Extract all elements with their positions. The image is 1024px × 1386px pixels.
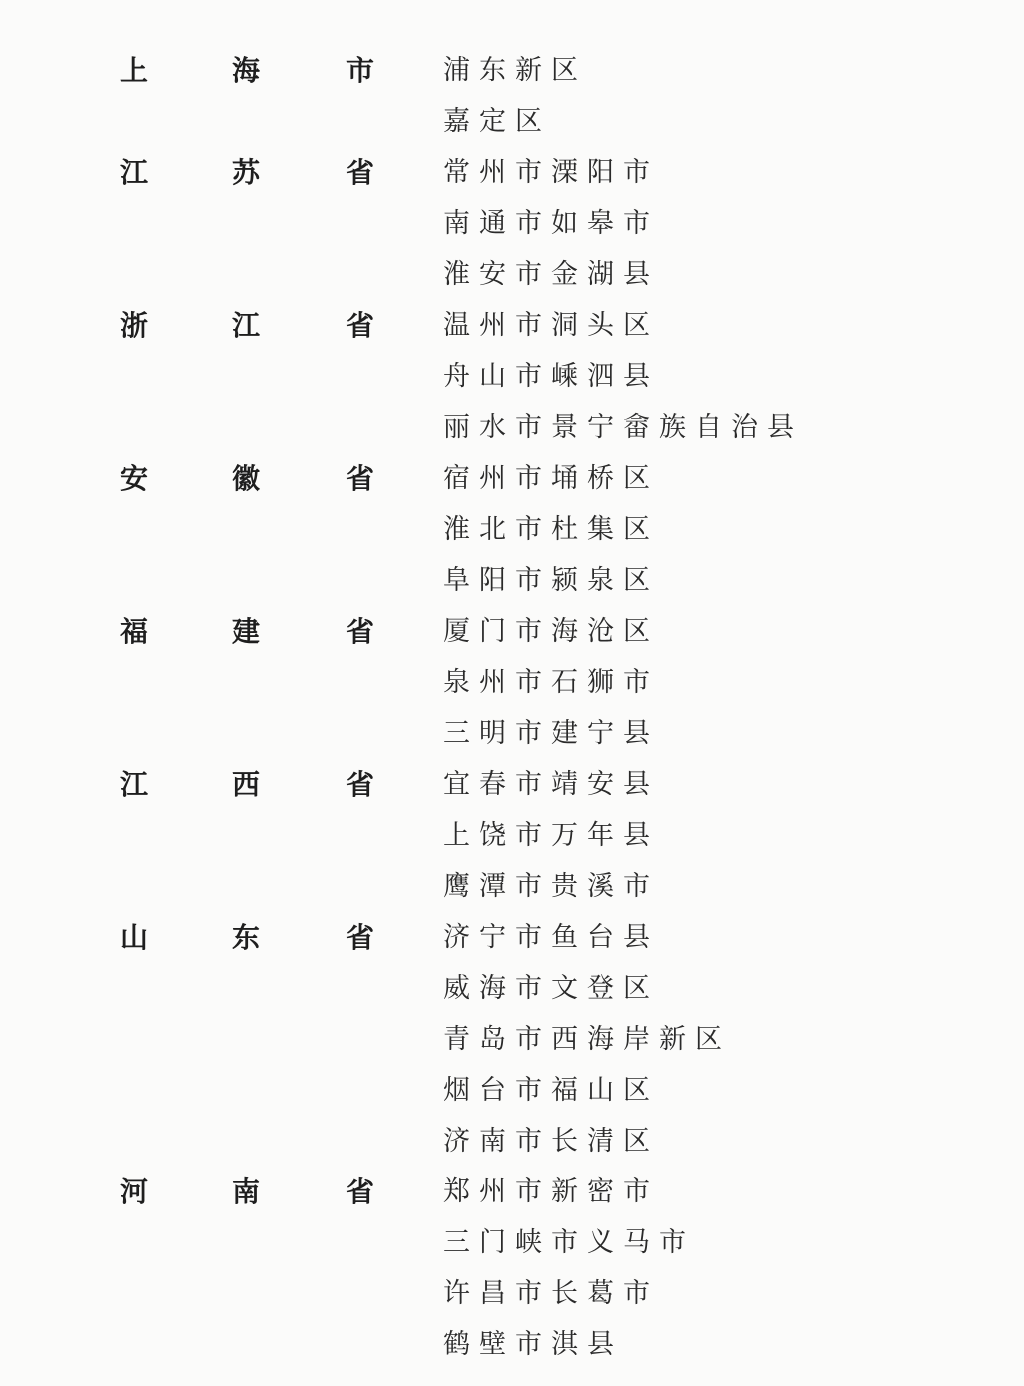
list-item bbox=[0, 963, 1024, 1014]
province-char: 海 bbox=[232, 54, 261, 87]
list-item bbox=[0, 1166, 1024, 1217]
province-char: 省 bbox=[346, 1175, 375, 1208]
list-item bbox=[0, 96, 1024, 147]
list-item bbox=[0, 1268, 1024, 1319]
county-name: 厦门市海沧区 bbox=[443, 616, 659, 647]
list-item bbox=[0, 300, 1024, 351]
province-char: 山 bbox=[120, 921, 149, 954]
list-item bbox=[0, 708, 1024, 759]
county-name: 威海市文登区 bbox=[443, 973, 659, 1004]
county-name: 济南市长清区 bbox=[443, 1126, 659, 1157]
county-name: 三明市建宁县 bbox=[443, 718, 659, 749]
county-name: 温州市洞头区 bbox=[443, 310, 659, 341]
list-item bbox=[0, 249, 1024, 300]
list-item bbox=[0, 1319, 1024, 1370]
province-char: 西 bbox=[232, 768, 261, 801]
province-char: 徽 bbox=[232, 462, 261, 495]
province-char: 省 bbox=[346, 921, 375, 954]
province-char: 上 bbox=[120, 54, 149, 87]
province-char: 河 bbox=[120, 1175, 149, 1208]
province-char: 省 bbox=[346, 768, 375, 801]
province-char: 东 bbox=[232, 921, 261, 954]
county-name: 泉州市石狮市 bbox=[443, 667, 659, 698]
county-name: 济宁市鱼台县 bbox=[443, 922, 659, 953]
county-name: 丽水市景宁畲族自治县 bbox=[443, 412, 803, 443]
list-item bbox=[0, 606, 1024, 657]
list-item bbox=[0, 759, 1024, 810]
county-name: 三门峡市义马市 bbox=[443, 1227, 695, 1258]
county-name: 上饶市万年县 bbox=[443, 820, 659, 851]
list-item bbox=[0, 198, 1024, 249]
county-name: 宿州市埇桥区 bbox=[443, 463, 659, 494]
county-name: 鹰潭市贵溪市 bbox=[443, 871, 659, 902]
list-item bbox=[0, 912, 1024, 963]
list-item bbox=[0, 351, 1024, 402]
province-char: 江 bbox=[232, 309, 261, 342]
province-char: 江 bbox=[120, 768, 149, 801]
county-name: 淮北市杜集区 bbox=[443, 514, 659, 545]
list-item bbox=[0, 1065, 1024, 1116]
county-name: 舟山市嵊泗县 bbox=[443, 361, 659, 392]
county-name: 鹤壁市淇县 bbox=[443, 1329, 623, 1360]
county-name: 南通市如皋市 bbox=[443, 208, 659, 239]
county-name: 许昌市长葛市 bbox=[443, 1278, 659, 1309]
province-char: 福 bbox=[120, 615, 149, 648]
province-char: 南 bbox=[232, 1175, 261, 1208]
list-item bbox=[0, 1116, 1024, 1167]
list-item bbox=[0, 504, 1024, 555]
county-name: 常州市溧阳市 bbox=[443, 157, 659, 188]
list-item bbox=[0, 810, 1024, 861]
county-name: 宜春市靖安县 bbox=[443, 769, 659, 800]
province-char: 安 bbox=[120, 462, 149, 495]
list-item bbox=[0, 1014, 1024, 1065]
list-item bbox=[0, 555, 1024, 606]
county-name: 嘉定区 bbox=[443, 106, 551, 137]
list-item bbox=[0, 402, 1024, 453]
county-name: 淮安市金湖县 bbox=[443, 259, 659, 290]
province-char: 苏 bbox=[232, 156, 261, 189]
county-name: 浦东新区 bbox=[443, 55, 587, 86]
province-char: 市 bbox=[346, 54, 375, 87]
province-char: 建 bbox=[232, 615, 261, 648]
province-char: 省 bbox=[346, 615, 375, 648]
province-char: 省 bbox=[346, 309, 375, 342]
list-item bbox=[0, 147, 1024, 198]
county-name: 青岛市西海岸新区 bbox=[443, 1024, 731, 1055]
county-name: 郑州市新密市 bbox=[443, 1176, 659, 1207]
list-item bbox=[0, 1217, 1024, 1268]
county-name: 烟台市福山区 bbox=[443, 1075, 659, 1106]
county-name: 阜阳市颍泉区 bbox=[443, 565, 659, 596]
province-char: 江 bbox=[120, 156, 149, 189]
list-item bbox=[0, 861, 1024, 912]
list-item bbox=[0, 453, 1024, 504]
list-item bbox=[0, 45, 1024, 96]
province-char: 省 bbox=[346, 156, 375, 189]
province-char: 浙 bbox=[120, 309, 149, 342]
province-char: 省 bbox=[346, 462, 375, 495]
list-item bbox=[0, 657, 1024, 708]
